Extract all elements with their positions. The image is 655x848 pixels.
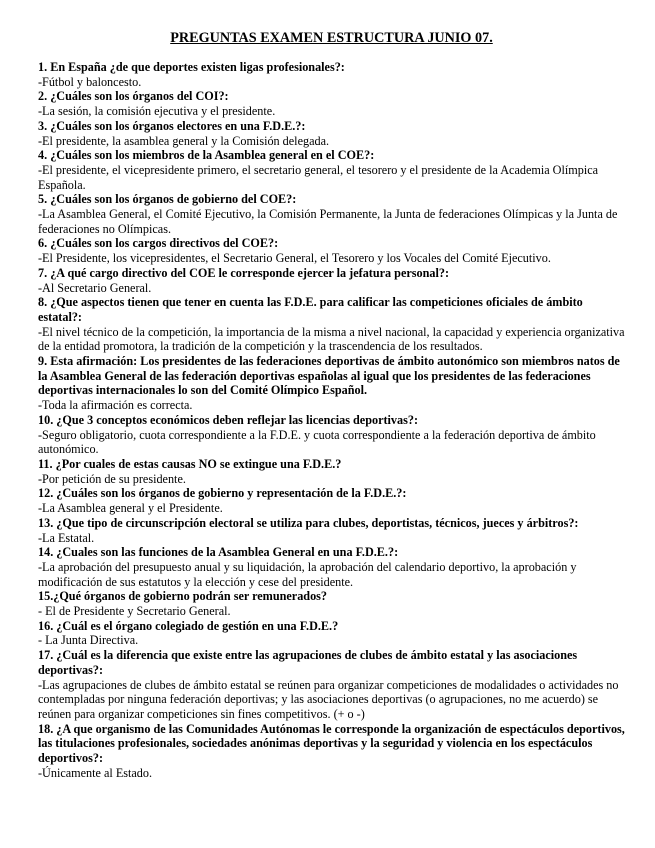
- answer: -El Presidente, los vicepresidentes, el Secretario General, el Tesorero y los Vocales del Comité Ejecutivo.: [38, 251, 551, 266]
- qa-item: [38, 60, 625, 89]
- answer: - El de Presidente y Secretario General.: [38, 604, 231, 619]
- qa-item: [38, 354, 625, 413]
- qa-item: [38, 486, 625, 515]
- answer: -La Asamblea General, el Comité Ejecutivo, la Comisión Permanente, la Junta de federaciones Olímpicas y la Junta de federaciones no Olímpicas.: [38, 207, 618, 236]
- question: 17. ¿Cuál es la diferencia que existe entre las agrupaciones de clubes de ámbito estatal y las asociaciones deportivas?:: [38, 648, 578, 677]
- answer: -La Estatal.: [38, 530, 95, 545]
- question: 6. ¿Cuáles son los cargos directivos del COE?:: [38, 236, 279, 251]
- qa-item: [38, 119, 625, 148]
- answer: -Únicamente al Estado.: [38, 765, 153, 780]
- question: 2. ¿Cuáles son los órganos del COI?:: [38, 89, 229, 104]
- answer: -El nivel técnico de la competición, la importancia de la misma a nivel nacional, la capacidad y experiencia organizativa de la entidad promotora, la tradición de la competición y la trascendencia de los resultados.: [38, 324, 625, 354]
- qa-item: [38, 722, 625, 781]
- answer: -El presidente, la asamblea general y la Comisión delegada.: [38, 133, 330, 148]
- qa-item: [38, 619, 625, 648]
- question: 13. ¿Que tipo de circunscripción electoral se utiliza para clubes, deportistas, técnicos, jueces y árbitros?:: [38, 515, 579, 530]
- qa-item: [38, 236, 625, 265]
- qa-item: [38, 516, 625, 545]
- answer: -Las agrupaciones de clubes de ámbito estatal se reúnen para organizar competiciones de modalidades o actividades no contempladas por ninguna federación deportivas; y las asociaciones deportivas (o agrupaciones, no me acuerdo) se reúnen para organizar competiciones sin fines competitivos. (+ o -): [38, 677, 619, 721]
- question: 7. ¿A qué cargo directivo del COE le corresponde ejercer la jefatura personal?:: [38, 265, 450, 280]
- answer: -Seguro obligatorio, cuota correspondiente a la F.D.E. y cuota correspondiente a la federación deportiva de ámbito autonómico.: [38, 427, 596, 457]
- qa-item: [38, 295, 625, 354]
- question: 4. ¿Cuáles son los miembros de la Asamblea general en el COE?:: [38, 148, 375, 163]
- answer: -Fútbol y baloncesto.: [38, 74, 142, 89]
- question: 1. En España ¿de que deportes existen ligas profesionales?:: [38, 60, 345, 74]
- qa-item: [38, 457, 625, 486]
- question: 15.¿Qué órganos de gobierno podrán ser remunerados?: [38, 589, 328, 604]
- qa-item: [38, 266, 625, 295]
- question: 10. ¿Que 3 conceptos económicos deben reflejar las licencias deportivas?:: [38, 412, 419, 427]
- question: 11. ¿Por cuales de estas causas NO se extingue una F.D.E.?: [38, 456, 342, 471]
- answer: -Al Secretario General.: [38, 280, 152, 295]
- qa-item: [38, 545, 625, 589]
- qa-item: [38, 648, 625, 722]
- answer: -La sesión, la comisión ejecutiva y el presidente.: [38, 104, 276, 119]
- document-title: PREGUNTAS EXAMEN ESTRUCTURA JUNIO 07.: [170, 30, 493, 46]
- qa-item: [38, 413, 625, 457]
- question: 8. ¿Que aspectos tienen que tener en cuenta las F.D.E. para calificar las competiciones oficiales de ámbito estatal?:: [38, 295, 583, 324]
- answer: - La Junta Directiva.: [38, 633, 139, 648]
- question: 16. ¿Cuál es el órgano colegiado de gestión en una F.D.E.?: [38, 618, 339, 633]
- answer: -Toda la afirmación es correcta.: [38, 398, 193, 413]
- question: 9. Esta afirmación: Los presidentes de las federaciones deportivas de ámbito autonómico son miembros natos de la Asamblea General de las federación deportivas españolas al igual que los presidentes de las federaciones deportivas internacionales lo son del Comité Olímpico Español.: [38, 354, 620, 398]
- answer: -Por petición de su presidente.: [38, 471, 186, 486]
- question: 5. ¿Cuáles son los órganos de gobierno del COE?:: [38, 192, 297, 207]
- question: 3. ¿Cuáles son los órganos electores en una F.D.E.?:: [38, 118, 306, 133]
- answer: -El presidente, el vicepresidente primero, el secretario general, el tesorero y el presidente de la Academia Olímpica Española.: [38, 162, 599, 192]
- question: 14. ¿Cuales son las funciones de la Asamblea General en una F.D.E.?:: [38, 545, 399, 560]
- question: 18. ¿A que organismo de las Comunidades Autónomas le corresponde la organización de espectáculos deportivos, las titulaciones profesionales, sociedades anónimas deportivas y la seguridad y violencia en los espectáculos deportivos?:: [38, 721, 625, 766]
- answer: -La aprobación del presupuesto anual y su liquidación, la aprobación del calendario deportivo, la aprobación y modificación de sus estatutos y la elección y cese del presidente.: [38, 559, 577, 589]
- qa-item: [38, 589, 625, 618]
- qa-item: [38, 192, 625, 236]
- qa-item: [38, 148, 625, 192]
- question: 12. ¿Cuáles son los órganos de gobierno y representación de la F.D.E.?:: [38, 486, 407, 501]
- qa-item: [38, 89, 625, 118]
- answer: -La Asamblea general y el Presidente.: [38, 501, 223, 516]
